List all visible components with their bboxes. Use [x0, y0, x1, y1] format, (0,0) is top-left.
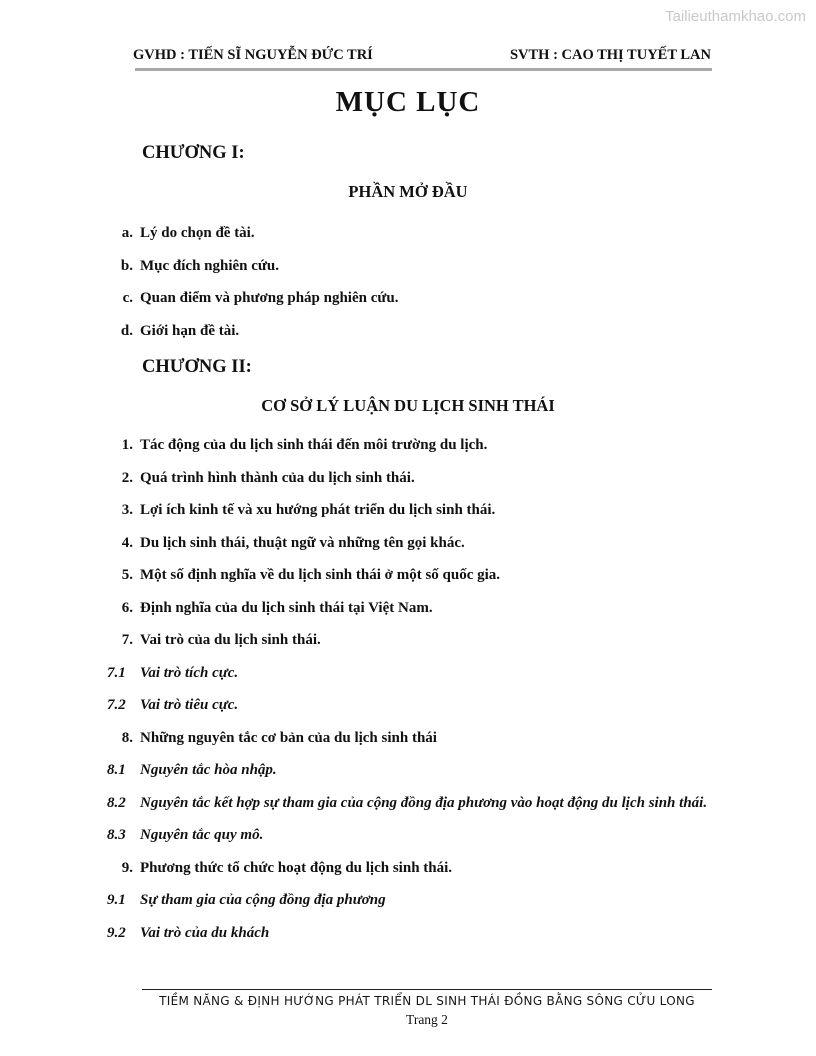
toc-item-text: Lợi ích kinh tế và xu hướng phát triển du lịch sinh thái. [140, 502, 496, 518]
toc-item-marker: 6. [121, 599, 133, 616]
toc-item-marker: 8.2 [107, 794, 126, 811]
toc-item [107, 722, 712, 755]
toc-item [107, 559, 712, 592]
toc-list-chapter-2 [107, 429, 712, 949]
toc-subitem [107, 657, 712, 690]
header-advisor: GVHD : TIẾN SĨ NGUYỄN ĐỨC TRÍ [133, 47, 373, 63]
toc-item-text: Quan điểm và phương pháp nghiên cứu. [140, 290, 399, 306]
section-1-title: PHẦN MỞ ĐẦU [348, 182, 468, 201]
chapter-2-heading: CHƯƠNG II: [142, 357, 252, 377]
toc-item [107, 315, 712, 348]
watermark-text: Tailieuthamkhao.com [665, 8, 806, 25]
toc-item [107, 250, 712, 283]
header-student: SVTH : CAO THỊ TUYẾT LAN [509, 47, 711, 63]
toc-item-marker: 9.2 [107, 924, 126, 941]
footer-page-number: Trang 2 [406, 1012, 448, 1027]
toc-item-text: Mục đích nghiên cứu. [140, 257, 280, 274]
toc-subitem [107, 884, 712, 917]
page-header [133, 0, 711, 64]
toc-item-text: Nguyên tắc kết hợp sự tham gia của cộng đồng địa phương vào hoạt động du lịch sinh thái. [140, 794, 708, 811]
toc-item [107, 852, 712, 885]
toc-item-marker: 4. [121, 534, 133, 551]
toc-item-text: Vai trò của du lịch sinh thái. [140, 632, 321, 648]
toc-item-text: Phương thức tổ chức hoạt động du lịch sinh thái. [140, 859, 453, 876]
toc-item-marker: 5. [121, 567, 133, 583]
page-title: MỤC LỤC [335, 86, 481, 118]
toc-item [107, 462, 712, 495]
toc-item-text: Quá trình hình thành của du lịch sinh thái. [140, 469, 415, 486]
toc-item-text: Nguyên tắc hòa nhập. [140, 762, 277, 778]
toc-item-text: Vai trò tiêu cực. [140, 697, 239, 713]
toc-item-text: Sự tham gia của cộng đồng địa phương [140, 892, 386, 908]
toc-subitem [107, 917, 712, 950]
toc-item-text: Vai trò tích cực. [140, 664, 239, 681]
toc-item [107, 624, 712, 657]
toc-item-marker: 3. [121, 502, 133, 518]
toc-item-text: Nguyên tắc quy mô. [140, 827, 264, 843]
toc-item-marker: c. [122, 290, 133, 306]
footer-title: TIỀM NĂNG & ĐỊNH HƯỚNG PHÁT TRIỂN DL SINH THÁI ĐỒNG BẰNG SÔNG CỬU LONG [159, 994, 695, 1008]
toc-item-marker: b. [120, 257, 133, 274]
toc-item [107, 494, 712, 527]
toc-item-marker: 1. [121, 437, 133, 453]
toc-subitem [107, 787, 712, 820]
toc-list-chapter-1 [107, 217, 712, 347]
toc-item-marker: 8. [121, 729, 133, 746]
toc-item-text: Du lịch sinh thái, thuật ngữ và những tên gọi khác. [140, 534, 465, 551]
toc-item-text: Định nghĩa của du lịch sinh thái tại Việt Nam. [140, 599, 433, 616]
toc-subitem [107, 819, 712, 852]
toc-subitem [107, 689, 712, 722]
toc-item [107, 527, 712, 560]
chapter-1-heading: CHƯƠNG I: [142, 143, 245, 163]
toc-item-marker: d. [120, 322, 133, 339]
toc-item [107, 592, 712, 625]
toc-item-marker: 8.3 [107, 827, 126, 843]
toc-item-marker: 7. [121, 632, 133, 648]
toc-item [107, 282, 712, 315]
toc-item-marker: 9. [121, 859, 133, 876]
toc-item-marker: 9.1 [107, 892, 126, 908]
toc-item-marker: 7.2 [107, 697, 126, 713]
toc-item-marker: 7.1 [107, 664, 126, 681]
toc-item [107, 429, 712, 462]
toc-subitem [107, 754, 712, 787]
toc-item-marker: 2. [121, 469, 133, 486]
toc-item-marker: 8.1 [107, 762, 126, 778]
toc-item-text: Một số định nghĩa về du lịch sinh thái ở một số quốc gia. [140, 567, 501, 583]
toc-item-text: Giới hạn đề tài. [140, 322, 240, 339]
toc-item [107, 217, 712, 250]
toc-item-text: Những nguyên tắc cơ bản của du lịch sinh thái [140, 729, 437, 746]
page-footer [142, 989, 712, 1028]
header-rule [135, 68, 712, 71]
toc-item-marker: a. [121, 225, 133, 241]
toc-item-text: Lý do chọn đề tài. [140, 225, 255, 241]
toc-item-text: Tác động của du lịch sinh thái đến môi trường du lịch. [140, 437, 488, 453]
section-2-title: CƠ SỞ LÝ LUẬN DU LỊCH SINH THÁI [261, 396, 555, 415]
toc-item-text: Vai trò của du khách [140, 924, 270, 941]
